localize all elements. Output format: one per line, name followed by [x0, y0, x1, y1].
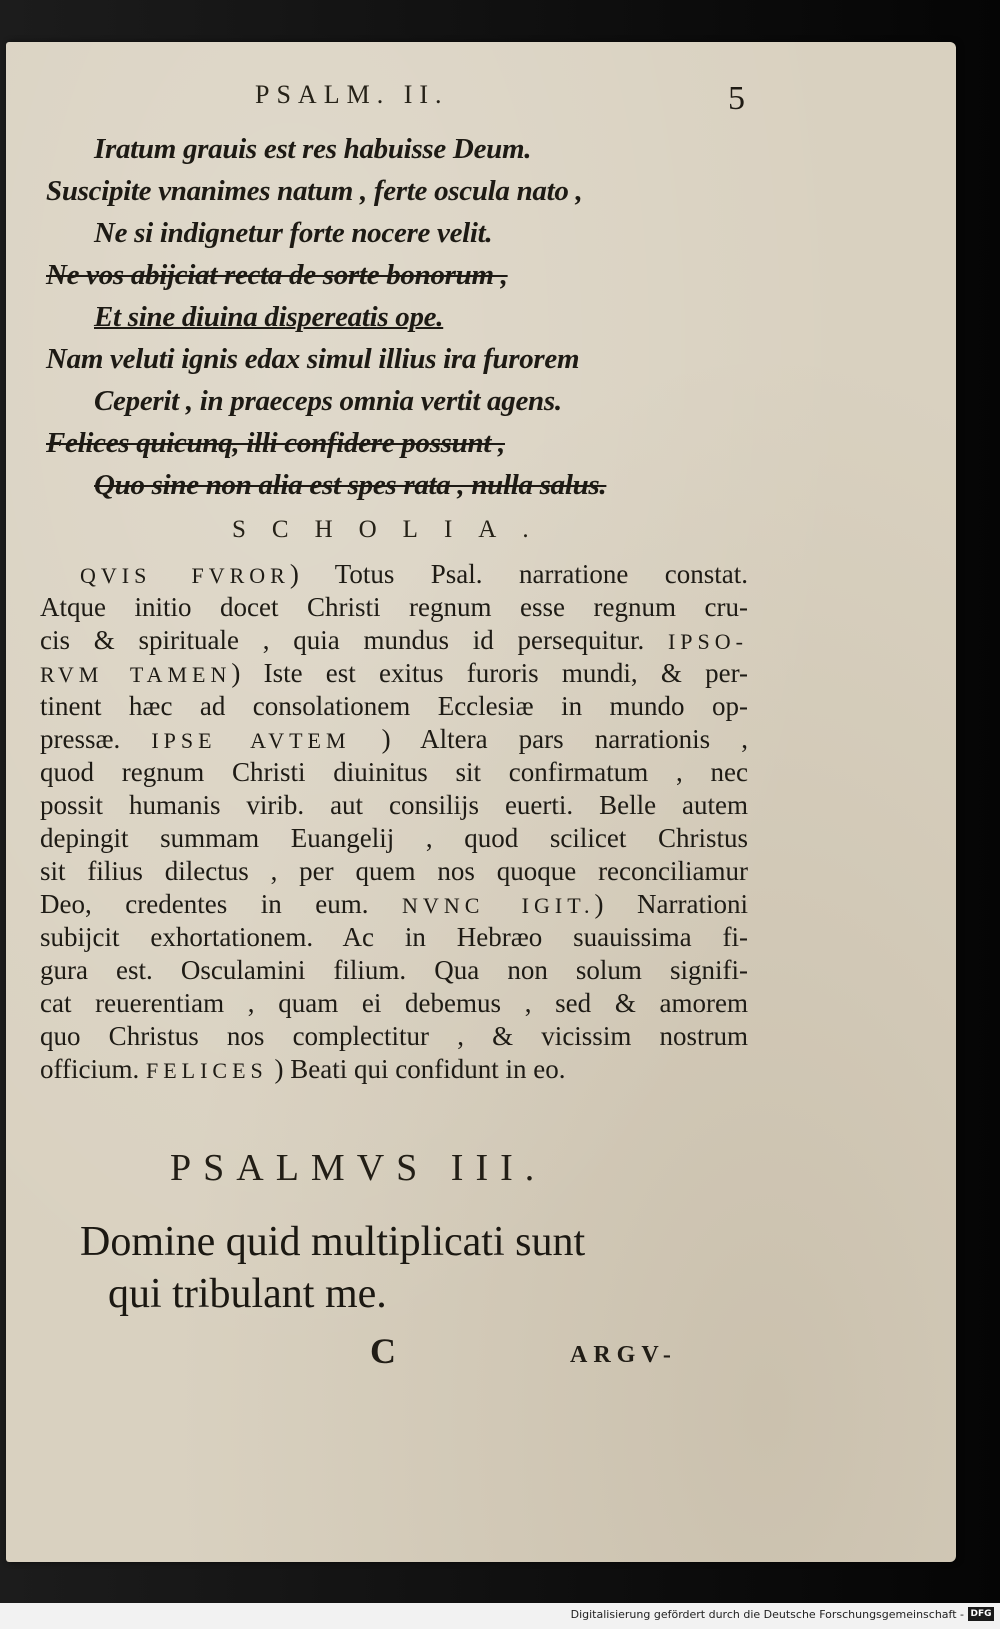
commentary-text: quo Christus nos complectitur , & vicissim nostrum: [40, 1021, 748, 1051]
commentary-line: [40, 558, 748, 591]
psalm-incipit-line: qui tribulant me.: [108, 1271, 387, 1317]
commentary-text: ) Totus Psal. narratione constat.: [289, 559, 749, 589]
commentary-text: officium.: [40, 1054, 146, 1084]
lemma: IPSE AVTEM: [151, 728, 351, 753]
verse-text: Ceperit , in praeceps omnia vertit agens.: [94, 385, 562, 417]
verse-line: [46, 128, 686, 170]
dfg-logo: DFG: [968, 1607, 994, 1621]
commentary-text: gura est. Osculamini filium. Qua non solum signifi-: [40, 955, 748, 985]
commentary-text: possit humanis virib. aut consilijs euerti. Belle autem: [40, 790, 748, 820]
running-head: PSALM. II.: [255, 80, 449, 109]
commentary-text: Atque initio docet Christi regnum esse regnum cru-: [40, 592, 748, 622]
lemma: RVM TAMEN: [40, 662, 232, 687]
lemma: FELICES: [145, 1058, 268, 1083]
verse-line: [46, 380, 686, 422]
commentary-text: tinent hæc ad consolationem Ecclesiæ in mundo op-: [40, 691, 748, 721]
commentary-line: [40, 657, 748, 690]
verse-line: [46, 464, 686, 506]
verse-text: Suscipite vnanimes natum , ferte oscula nato ,: [46, 175, 583, 207]
signature-mark: C: [370, 1331, 396, 1371]
verse-text: Et sine diuina dispereatis ope.: [94, 301, 444, 333]
verse-text: Ne vos abijciat recta de sorte bonorum ,: [46, 259, 508, 291]
verse-text: Ne si indignetur forte nocere velit.: [94, 217, 493, 249]
commentary-line: [40, 591, 748, 624]
verse-text: Iratum grauis est res habuisse Deum.: [94, 133, 532, 165]
verse-text: Quo sine non alia est spes rata , nulla salus.: [94, 469, 607, 501]
commentary-line: [40, 822, 748, 855]
commentary-line: [40, 954, 748, 987]
scholia-commentary: [40, 558, 748, 1086]
psalm-incipit: [80, 1216, 585, 1320]
commentary-text: quod regnum Christi diuinitus sit confirmatum , nec: [40, 757, 748, 787]
scholia-heading: SCHOLIA.: [232, 516, 555, 543]
commentary-line: [40, 789, 748, 822]
commentary-text: cis & spirituale , quia mundus id persequitur.: [40, 625, 668, 655]
commentary-line: [40, 1053, 748, 1086]
commentary-text: subijcit exhortationem. Ac in Hebræo suauissima fi-: [40, 922, 748, 952]
commentary-line: [40, 888, 748, 921]
digitization-credit: Digitalisierung gefördert durch die Deutsche Forschungsgemeinschaft -: [570, 1608, 964, 1621]
verse-line: [46, 170, 686, 212]
lemma: QVIS FVROR: [80, 563, 290, 588]
psalm-heading: PSALMVS III.: [170, 1147, 547, 1189]
verse-line: [46, 338, 686, 380]
verse-block: [46, 128, 686, 506]
verse-text: Felices quicunq, illi confidere possunt ,: [46, 427, 505, 459]
commentary-text: cat reuerentiam , quam ei debemus , sed & amorem: [40, 988, 748, 1018]
commentary-text: Deo, credentes in eum.: [40, 889, 403, 919]
commentary-line: [40, 723, 748, 756]
commentary-line: [40, 987, 748, 1020]
commentary-line: [40, 855, 748, 888]
page-number: 5: [728, 80, 745, 117]
verse-line: [46, 254, 686, 296]
commentary-text: ) Narrationi: [594, 889, 748, 919]
verse-line: [46, 296, 686, 338]
commentary-line: [40, 1020, 748, 1053]
commentary-line: [40, 756, 748, 789]
lemma: NVNC IGIT.: [402, 893, 595, 918]
commentary-text: ) Altera pars narrationis ,: [350, 724, 748, 754]
commentary-text: ) Iste est exitus furoris mundi, & per-: [231, 658, 749, 688]
commentary-text: depingit summam Euangelij , quod scilicet Christus: [40, 823, 748, 853]
commentary-text: pressæ.: [40, 724, 152, 754]
commentary-line: [40, 690, 748, 723]
verse-text: Nam veluti ignis edax simul illius ira furorem: [46, 343, 580, 375]
commentary-text: sit filius dilectus , per quem nos quoque reconciliamur: [40, 856, 748, 886]
commentary-line: [40, 624, 748, 657]
commentary-line: [40, 921, 748, 954]
commentary-text: ) Beati qui confidunt in eo.: [267, 1054, 566, 1084]
verse-line: [46, 422, 686, 464]
catchword: ARGV-: [570, 1342, 677, 1368]
psalm-incipit-line: Domine quid multiplicati sunt: [80, 1219, 586, 1265]
lemma: IPSO-: [667, 629, 748, 654]
verse-line: [46, 212, 686, 254]
